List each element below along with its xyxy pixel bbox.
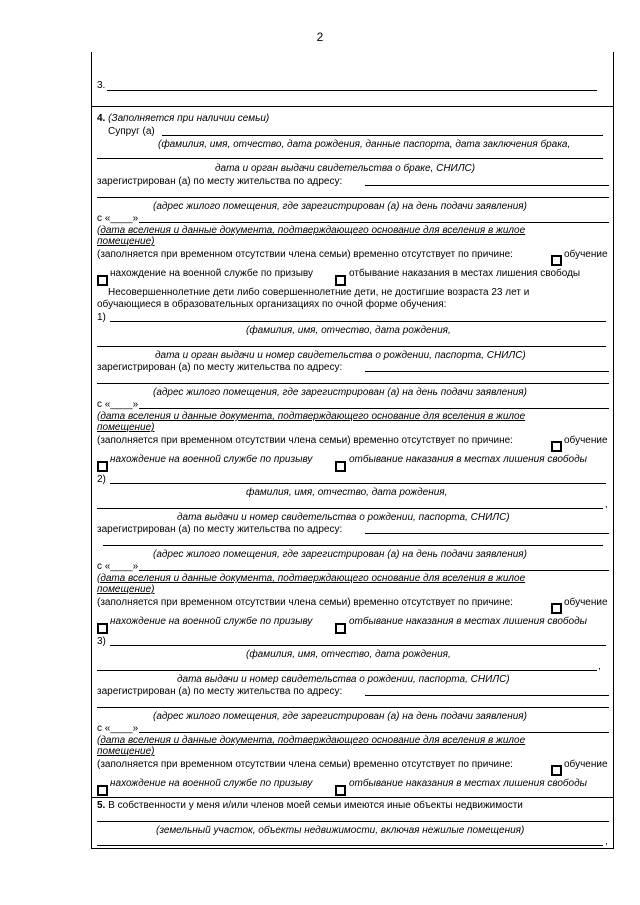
child-2-military-checkbox[interactable] bbox=[97, 623, 108, 634]
child-3-since-label: с «____» bbox=[97, 723, 139, 734]
item-5-field-2[interactable] bbox=[97, 845, 603, 846]
child-3-doc-line-1: (дата вселения и данные документа, подтверждающего основание для вселения в жилое bbox=[97, 735, 526, 746]
child-3-comma: , bbox=[598, 661, 601, 672]
child-3-study-label: обучение bbox=[564, 759, 608, 770]
spouse-study-label: обучение bbox=[564, 249, 608, 260]
child-1-study-checkbox[interactable] bbox=[551, 441, 562, 452]
spouse-military-checkbox[interactable] bbox=[97, 275, 108, 286]
spouse-field[interactable] bbox=[162, 135, 603, 136]
child-1-hint-1: (фамилия, имя, отчество, дата рождения, bbox=[246, 325, 451, 336]
spouse-hint-1: (фамилия, имя, отчество, дата рождения, данные паспорта, дата заключения брака, bbox=[158, 139, 571, 150]
children-intro-1: Несовершеннолетние дети либо совершеннолетние дети, не достигшие возраста 23 лет и bbox=[108, 287, 530, 298]
child-1-address-hint: (адрес жилого помещения, где зарегистрирован (а) на день подачи заявления) bbox=[153, 387, 527, 398]
child-2-prison-label: отбывание наказания в местах лишения свободы bbox=[349, 616, 587, 627]
child-2-num: 2) bbox=[97, 474, 106, 485]
spouse-label: Супруг (а) bbox=[108, 126, 155, 137]
child-2-field[interactable] bbox=[110, 483, 606, 484]
child-1-prison-label: отбывание наказания в местах лишения свободы bbox=[349, 454, 587, 465]
child-1-since-label: с «____» bbox=[97, 399, 139, 410]
child-3-address-field[interactable] bbox=[365, 695, 609, 696]
child-3-absence-text: (заполняется при временном отсутствии члена семьи) временно отсутствует по причине: bbox=[97, 759, 513, 770]
child-1-study-label: обучение bbox=[564, 435, 608, 446]
child-2-military-label: нахождение на военной службе по призыву bbox=[110, 616, 313, 627]
child-1-since-field[interactable] bbox=[139, 408, 609, 409]
item-3-field[interactable] bbox=[107, 90, 597, 91]
child-2-hint-2: дата выдачи и номер свидетельства о рождении, паспорта, СНИЛС) bbox=[177, 512, 510, 523]
child-2-doc-line-2: помещение) bbox=[97, 584, 155, 595]
spouse-since-label: с «____» bbox=[97, 213, 139, 224]
spouse-prison-checkbox[interactable] bbox=[335, 275, 346, 286]
section-divider bbox=[91, 106, 613, 107]
child-1-military-label: нахождение на военной службе по призыву bbox=[110, 454, 313, 465]
child-1-address-field[interactable] bbox=[365, 371, 609, 372]
child-3-field[interactable] bbox=[110, 645, 606, 646]
child-1-registered-label: зарегистрирован (а) по месту жительства по адресу: bbox=[97, 362, 343, 373]
page-number: 2 bbox=[316, 30, 324, 44]
child-3-num: 3) bbox=[97, 636, 106, 647]
child-1-field-2[interactable] bbox=[97, 346, 606, 347]
child-2-study-label: обучение bbox=[564, 597, 608, 608]
spouse-registered-label: зарегистрирован (а) по месту жительства по адресу: bbox=[97, 176, 343, 187]
child-1-address-field-2[interactable] bbox=[97, 383, 609, 384]
child-1-doc-line-2: помещение) bbox=[97, 422, 155, 433]
child-2-absence-text: (заполняется при временном отсутствии члена семьи) временно отсутствует по причине: bbox=[97, 597, 513, 608]
children-intro-2: обучающиеся в образовательных организациях по очной форме обучения: bbox=[97, 299, 447, 310]
child-1-military-checkbox[interactable] bbox=[97, 461, 108, 472]
child-2-field-2[interactable] bbox=[97, 508, 603, 509]
child-2-since-label: с «____» bbox=[97, 561, 139, 572]
child-3-field-2[interactable] bbox=[97, 670, 597, 671]
child-1-absence-text: (заполняется при временном отсутствии члена семьи) временно отсутствует по причине: bbox=[97, 435, 513, 446]
item-5-text: 5. В собственности у меня и/или членов моей семьи имеются иные объекты недвижимости bbox=[97, 800, 523, 811]
child-1-num: 1) bbox=[97, 312, 106, 323]
child-2-address-field-2[interactable] bbox=[103, 545, 603, 546]
child-2-registered-label: зарегистрирован (а) по месту жительства по адресу: bbox=[97, 524, 343, 535]
child-2-address-field[interactable] bbox=[365, 533, 609, 534]
child-3-hint-1: (фамилия, имя, отчество, дата рождения, bbox=[246, 649, 451, 660]
spouse-hint-2: дата и орган выдачи свидетельства о браке, СНИЛС) bbox=[215, 163, 476, 174]
child-2-hint-1: фамилия, имя, отчество, дата рождения, bbox=[246, 487, 448, 498]
child-1-hint-2: дата и орган выдачи и номер свидетельства о рождении, паспорта, СНИЛС) bbox=[155, 350, 526, 361]
item-5-comma: , bbox=[605, 836, 608, 847]
child-1-prison-checkbox[interactable] bbox=[335, 461, 346, 472]
item-3-label: 3. bbox=[97, 80, 106, 91]
child-1-field[interactable] bbox=[110, 321, 606, 322]
item-5-hint: (земельный участок, объекты недвижимости, включая нежилые помещения) bbox=[156, 825, 525, 836]
item-4-title: 4. (Заполняется при наличии семьи) bbox=[97, 113, 270, 124]
spouse-field-2[interactable] bbox=[97, 158, 603, 159]
spouse-address-field-2[interactable] bbox=[97, 197, 609, 198]
spouse-address-hint: (адрес жилого помещения, где зарегистрирован (а) на день подачи заявления) bbox=[153, 201, 527, 212]
spouse-prison-label: отбывание наказания в местах лишения свободы bbox=[349, 268, 581, 279]
child-3-military-checkbox[interactable] bbox=[97, 785, 108, 796]
child-2-prison-checkbox[interactable] bbox=[335, 623, 346, 634]
child-2-comma: , bbox=[605, 499, 608, 510]
child-3-prison-checkbox[interactable] bbox=[335, 785, 346, 796]
child-3-hint-2: дата выдачи и номер свидетельства о рождении, паспорта, СНИЛС) bbox=[177, 674, 510, 685]
spouse-address-field[interactable] bbox=[365, 185, 609, 186]
spouse-since-field[interactable] bbox=[139, 222, 609, 223]
child-2-since-field[interactable] bbox=[139, 570, 609, 571]
section-divider-5 bbox=[91, 797, 613, 798]
child-3-doc-line-2: помещение) bbox=[97, 746, 155, 757]
item-5-field[interactable] bbox=[97, 821, 609, 822]
spouse-military-label: нахождение на военной службе по призыву bbox=[110, 268, 313, 279]
spouse-study-checkbox[interactable] bbox=[551, 255, 562, 266]
child-2-study-checkbox[interactable] bbox=[551, 603, 562, 614]
child-3-study-checkbox[interactable] bbox=[551, 765, 562, 776]
child-3-address-field-2[interactable] bbox=[97, 707, 609, 708]
child-2-address-hint: (адрес жилого помещения, где зарегистрирован (а) на день подачи заявления) bbox=[153, 549, 527, 560]
child-3-registered-label: зарегистрирован (а) по месту жительства по адресу: bbox=[97, 686, 343, 697]
child-3-military-label: нахождение на военной службе по призыву bbox=[110, 778, 313, 789]
spouse-doc-line-1: (дата вселения и данные документа, подтверждающего основание для вселения в жилое bbox=[97, 225, 526, 236]
child-1-doc-line-1: (дата вселения и данные документа, подтверждающего основание для вселения в жилое bbox=[97, 411, 526, 422]
child-3-address-hint: (адрес жилого помещения, где зарегистрирован (а) на день подачи заявления) bbox=[153, 711, 527, 722]
child-2-doc-line-1: (дата вселения и данные документа, подтверждающего основание для вселения в жилое bbox=[97, 573, 526, 584]
spouse-doc-line-2: помещение) bbox=[97, 236, 155, 247]
child-3-since-field[interactable] bbox=[139, 732, 609, 733]
spouse-absence-text: (заполняется при временном отсутствии члена семьи) временно отсутствует по причине: bbox=[97, 249, 513, 260]
child-3-prison-label: отбывание наказания в местах лишения свободы bbox=[349, 778, 587, 789]
